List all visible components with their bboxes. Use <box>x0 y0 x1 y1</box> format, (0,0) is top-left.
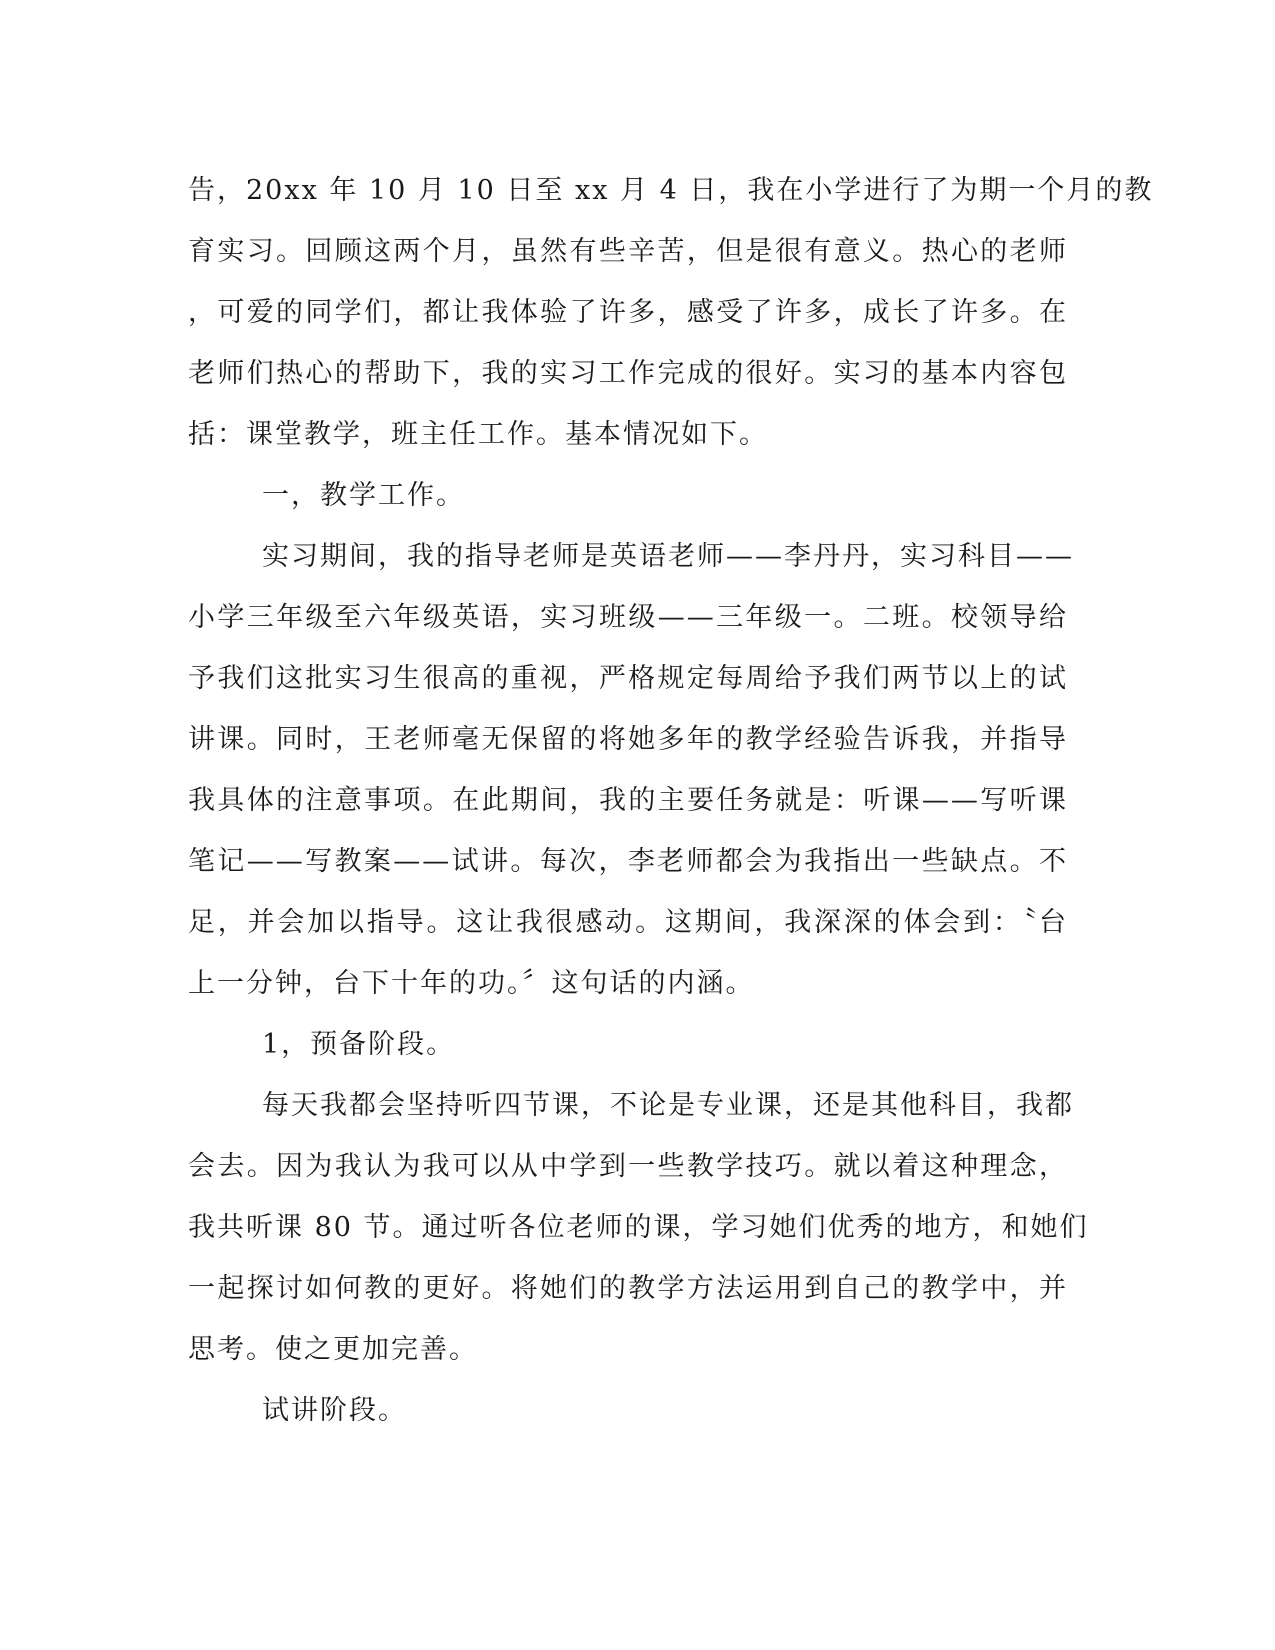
paragraph-line: 小学三年级至六年级英语，实习班级——三年级一。二班。校领导给 <box>188 602 1068 633</box>
paragraph-line: 实习期间，我的指导老师是英语老师——李丹丹，实习科目—— <box>262 541 1074 572</box>
subsection-heading: 1，预备阶段。 <box>262 1029 456 1060</box>
paragraph-line: ，可爱的同学们，都让我体验了许多，感受了许多，成长了许多。在 <box>188 297 1068 328</box>
subsection-heading: 试讲阶段。 <box>262 1395 407 1426</box>
document-body <box>188 160 1154 1441</box>
paragraph-line: 括：课堂教学，班主任工作。基本情况如下。 <box>188 419 768 450</box>
paragraph-line: 上一分钟，台下十年的功。〞这句话的内涵。 <box>188 968 755 999</box>
paragraph-line: 笔记——写教案——试讲。每次，李老师都会为我指出一些缺点。不 <box>188 846 1068 877</box>
paragraph-line: 足，并会加以指导。这让我很感动。这期间，我深深的体会到：〝台 <box>188 907 1068 938</box>
paragraph-line: 予我们这批实习生很高的重视，严格规定每周给予我们两节以上的试 <box>188 663 1068 694</box>
paragraph-line: 一起探讨如何教的更好。将她们的教学方法运用到自己的教学中，并 <box>188 1273 1068 1304</box>
paragraph-line: 老师们热心的帮助下，我的实习工作完成的很好。实习的基本内容包 <box>188 358 1068 389</box>
paragraph-line: 我共听课 80 节。通过听各位老师的课，学习她们优秀的地方，和她们 <box>188 1212 1089 1243</box>
paragraph-line: 告，20xx 年 10 月 10 日至 xx 月 4 日，我在小学进行了为期一个月的教 <box>188 175 1154 206</box>
paragraph-line: 会去。因为我认为我可以从中学到一些教学技巧。就以着这种理念， <box>188 1151 1068 1182</box>
paragraph-line: 思考。使之更加完善。 <box>188 1334 478 1365</box>
section-heading: 一，教学工作。 <box>262 480 465 511</box>
paragraph-line: 我具体的注意事项。在此期间，我的主要任务就是：听课——写听课 <box>188 785 1068 816</box>
paragraph-line: 每天我都会坚持听四节课，不论是专业课，还是其他科目，我都 <box>262 1090 1074 1121</box>
paragraph-line: 讲课。同时，王老师毫无保留的将她多年的教学经验告诉我，并指导 <box>188 724 1068 755</box>
paragraph-line: 育实习。回顾这两个月，虽然有些辛苦，但是很有意义。热心的老师 <box>188 236 1068 267</box>
